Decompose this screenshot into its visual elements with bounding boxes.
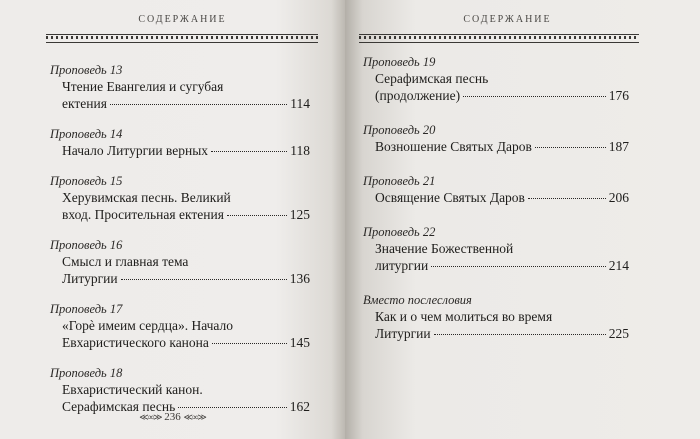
running-head: СОДЕРЖАНИЕ	[138, 14, 227, 25]
dot-leader	[211, 151, 287, 152]
entry-title-line: Как и о чем молиться во время	[375, 309, 553, 324]
entry-title-line: Евхаристический канон.	[62, 382, 203, 397]
toc-entry[interactable]	[363, 174, 629, 206]
toc-entry[interactable]	[50, 302, 310, 351]
dot-leader	[434, 334, 606, 335]
entry-label: Проповедь 21	[363, 174, 436, 188]
toc-entry[interactable]	[363, 225, 629, 274]
dot-leader	[178, 407, 286, 408]
header-ornament	[359, 33, 639, 43]
entry-title-line: Возношение Святых Даров	[375, 139, 532, 154]
entry-title-line: Освящение Святых Даров	[375, 190, 525, 205]
dot-leader	[528, 198, 606, 199]
right-page	[345, 0, 700, 439]
entry-label: Проповедь 16	[50, 238, 123, 252]
entry-label: Проповедь 18	[50, 366, 123, 380]
entry-title-line: Чтение Евангелия и сугубая	[62, 79, 224, 94]
entry-title-line: вход. Просительная ектения	[62, 207, 224, 222]
entry-label: Проповедь 17	[50, 302, 123, 316]
toc-entry[interactable]	[363, 293, 629, 342]
entry-title-line: Серафимская песнь	[62, 399, 176, 414]
page-number: 136	[289, 271, 310, 286]
entry-title-line: Евхаристического канона	[62, 335, 209, 350]
running-head: СОДЕРЖАНИЕ	[463, 14, 552, 25]
entry-title-line: Литургии	[375, 326, 431, 341]
entry-title-line: Серафимская песнь	[375, 71, 489, 86]
folio-ornament-left: ≪∞≫	[139, 412, 162, 422]
entry-label: Проповедь 22	[363, 225, 436, 239]
toc-list	[50, 63, 310, 430]
entry-label: Проповедь 19	[363, 55, 436, 69]
toc-entry[interactable]	[50, 366, 310, 415]
page-number: 225	[608, 326, 629, 341]
toc-entry[interactable]	[50, 174, 310, 223]
dot-leader	[463, 96, 606, 97]
folio-number: 236	[164, 411, 181, 423]
dot-leader	[121, 279, 287, 280]
left-page	[0, 0, 345, 439]
entry-title-line: Литургии	[62, 271, 118, 286]
page-number: 187	[608, 139, 629, 154]
page-folio	[0, 411, 345, 423]
toc-entry[interactable]	[50, 238, 310, 287]
entry-title-line: (продолжение)	[375, 88, 461, 103]
toc-list	[363, 55, 629, 361]
entry-title-line: ектения	[62, 96, 107, 111]
entry-label: Проповедь 14	[50, 127, 123, 141]
entry-label: Проповедь 20	[363, 123, 436, 137]
page-number: 214	[608, 258, 629, 273]
toc-entry[interactable]	[363, 55, 629, 104]
page-number: 176	[608, 88, 629, 103]
page-number: 145	[289, 335, 310, 350]
dot-leader	[535, 147, 606, 148]
dot-leader	[110, 104, 287, 105]
page-number: 118	[290, 143, 310, 158]
entry-label: Проповедь 15	[50, 174, 123, 188]
entry-label: Проповедь 13	[50, 63, 123, 77]
header-ornament	[46, 33, 318, 43]
dot-leader	[212, 343, 287, 344]
toc-entry[interactable]	[50, 63, 310, 112]
entry-title-line: Смысл и главная тема	[62, 254, 189, 269]
page-number: 114	[290, 96, 310, 111]
entry-title-line: Начало Литургии верных	[62, 143, 209, 158]
dot-leader	[431, 266, 606, 267]
entry-label: Вместо послесловия	[363, 293, 472, 307]
entry-title-line: Херувимская песнь. Великий	[62, 190, 231, 205]
entry-title-line: «Горѐ имеим сердца». Начало	[62, 318, 234, 333]
dot-leader	[227, 215, 287, 216]
page-number: 206	[608, 190, 629, 205]
entry-title-line: литургии	[375, 258, 429, 273]
page-number: 162	[289, 399, 310, 414]
entry-title-line: Значение Божественной	[375, 241, 514, 256]
toc-entry[interactable]	[363, 123, 629, 155]
page-number: 125	[289, 207, 310, 222]
folio-ornament-right: ≪∞≫	[183, 412, 206, 422]
toc-entry[interactable]	[50, 127, 310, 159]
